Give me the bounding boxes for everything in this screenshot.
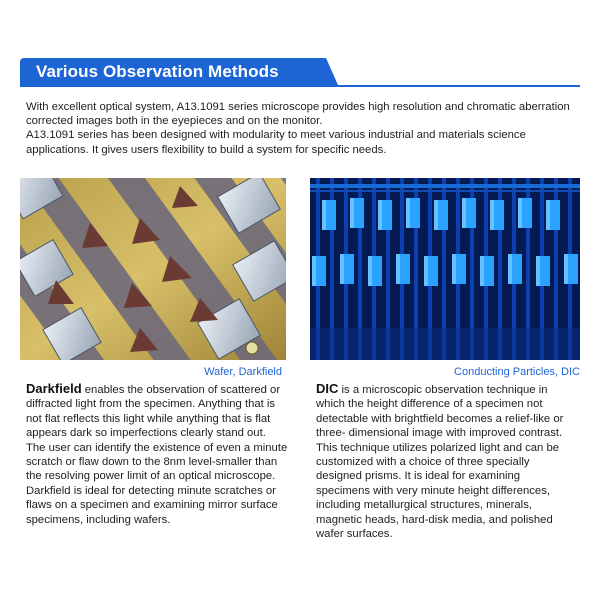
dic-description xyxy=(316,382,576,541)
darkfield-description xyxy=(26,382,288,527)
intro-paragraph-2: A13.1091 series has been designed with modularity to meet various industrial and materials science applications. It gives users flexibility to build a system for specific needs. xyxy=(26,129,526,156)
dic-caption: Conducting Particles, DIC xyxy=(454,366,580,378)
conducting-particles-dic-image xyxy=(310,178,580,360)
wafer-caption: Wafer, Darkfield xyxy=(204,366,282,378)
header-underline xyxy=(20,85,580,87)
dic-term: DIC xyxy=(316,381,339,396)
intro-paragraph-1: With excellent optical system, A13.1091 series microscope provides high resolution and chromatic aberration corrected images both in the eyepieces and on the monitor. xyxy=(26,101,570,128)
section-title: Various Observation Methods xyxy=(36,62,279,81)
darkfield-term: Darkfield xyxy=(26,381,82,396)
darkfield-text: enables the observation of scattered or diffracted light from the specimen. Anything that is not flat reflects this light while anything that is flat appears dark so imperfections clearly stand out. The user can identify the existence of even a minute scratch or flaw down to the 8nm level-smaller than the resolving power limit of an optical microscope. Darkfield is ideal for detecting minute scratches or flaws on a specimen and examining mirror surface specimens, including wafers. xyxy=(26,384,288,526)
intro-text xyxy=(26,100,582,157)
dic-text: is a microscopic observation technique in which the height difference of a specimen not detectable with brightfield becomes a relief-like or three- dimensional image with improved contrast. This technique utilizes polarized light and can be customized with a choice of three specially designed prisms. It is ideal for examining specimens with very minute height differences, including metallurgical structures, minerals, magnetic heads, hard-disk media, and polished wafer surfaces. xyxy=(316,384,564,541)
wafer-darkfield-image xyxy=(20,178,286,360)
